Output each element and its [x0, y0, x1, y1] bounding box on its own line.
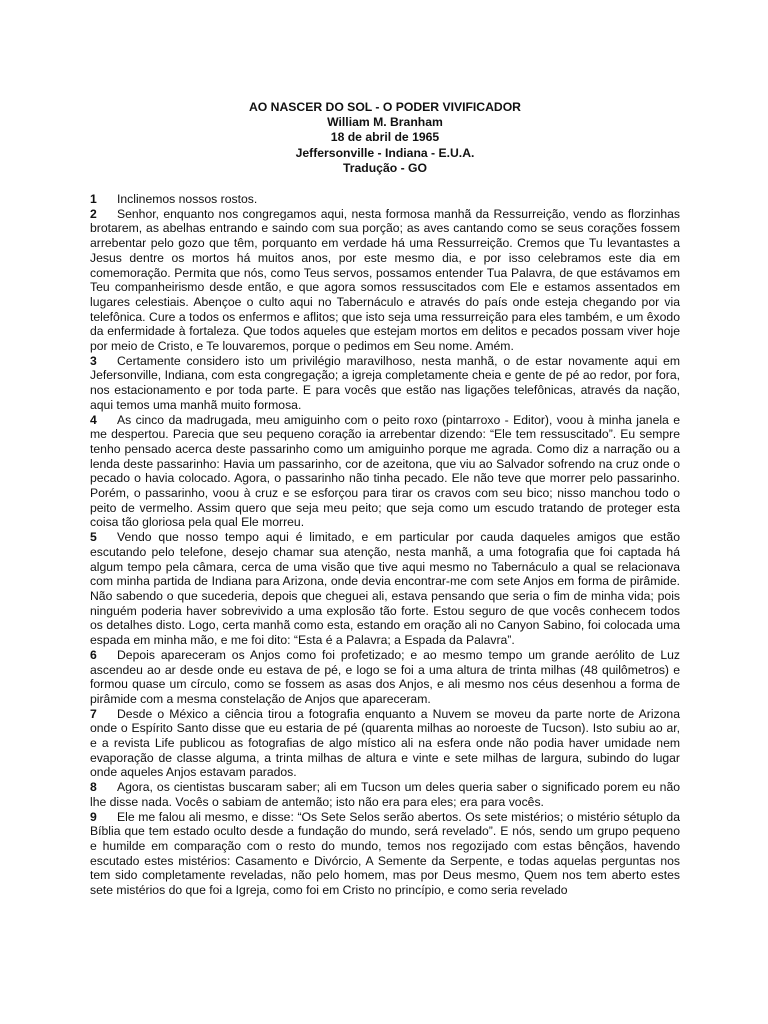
paragraph-text: As cinco da madrugada, meu amiguinho com o peito roxo (pintarroxo - Editor), voou à minha janela e me despertou. Parecia que seu pequeno coração ia arrebentar dizendo: “Ele tem ressuscitado”. Eu sempre tenho pensado acerca deste passarinho como um amiguinho porque me agrada. Como diz a narração ou a lenda deste passarinho: Havia um passarinho, cor de azeitona, que viu ao Salvador sofrendo na cruz onde o pecado o havia colocado. Agora, o passarinho não tinha pecado. Ele não teve que morrer pelo passarinho. Porém, o passarinho, voou à cruz e se esforçou para tirar os cravos com seu bico; nisso manchou todo o peito de vermelho. Assim quero que seja meu peito; que seja como um escudo tratando de proteger esta coisa tão gloriosa pela qual Ele morreu.: [90, 412, 680, 530]
document-body: [90, 192, 680, 898]
paragraph: [90, 530, 680, 648]
paragraph: [90, 192, 680, 207]
paragraph-text: Depois apareceram os Anjos como foi profetizado; e ao mesmo tempo um grande aerólito de Luz ascendeu ao ar desde onde eu estava de pé, e logo se foi a uma altura de trinta milhas (48 quilômetros) e formou quase um círculo, como se fossem as asas dos Anjos, e ali mesmo nos céus desenhou a forma de pirâmide com a mesma constelação de Anjos que apareceram.: [90, 647, 680, 706]
paragraph-text: Senhor, enquanto nos congregamos aqui, nesta formosa manhã da Ressurreição, vendo as florzinhas brotarem, as abelhas entrando e saindo com sua porção; as aves cantando como se seus corações fossem arrebentar pelo gozo que têm, porquanto em verdade há uma Ressurreição. Cremos que Tu levantastes a Jesus dentre os mortos há muitos anos, por este mesmo dia, e por isso celebramos este dia em comemoração. Permita que nós, como Teus servos, possamos entender Tua Palavra, de que estávamos em Teu companheirismo desde então, e que agora somos ressuscitados com Ele e estamos assentados em lugares celestiais. Abençoe o culto aqui no Tabernáculo e através do país onde esteja chegando por via telefônica. Cure a todos os enfermos e aflitos; que isto seja uma ressurreição para eles também, e um êxodo da enfermidade à fortaleza. Que todos aqueles que estejam mortos em delitos e pecados possam viver hoje por meio de Cristo, e Te louvaremos, porque o pedimos em Seu nome. Amém.: [90, 206, 680, 354]
paragraph: [90, 707, 680, 781]
paragraph-text: Agora, os cientistas buscaram saber; ali em Tucson um deles queria saber o significado porem eu não lhe disse nada. Vocês o sabiam de antemão; isto não era para eles; era para vocês.: [90, 780, 680, 809]
document-title: AO NASCER DO SOL - O PODER VIVIFICADOR: [249, 100, 521, 114]
paragraph-number: 5: [90, 530, 97, 545]
paragraph: [90, 780, 680, 809]
paragraph-text: Certamente considero isto um privilégio maravilhoso, nesta manhã, o de estar novamente aqui em Jefersonville, Indiana, com esta congregação; a igreja completamente cheia e gente de pé ao redor, por fora, nos estacionamento e por toda parte. E para vocês que estão nas ligações telefônicas, através da nação, aqui temos uma manhã muito formosa.: [90, 353, 680, 412]
paragraph: [90, 810, 680, 898]
paragraph-number: 4: [90, 412, 97, 427]
document-date: 18 de abril de 1965: [330, 130, 440, 145]
paragraph: [90, 413, 680, 531]
paragraph-number: 9: [90, 809, 97, 824]
paragraph-text: Ele me falou ali mesmo, e disse: “Os Sete Selos serão abertos. Os sete mistérios; o mistério sétuplo da Bíblia que tem estado oculto desde a fundação do mundo, será revelado”. E nós, sendo um grupo pequeno e humilde em comparação com o resto do mundo, temos nos regozijado com estas bênçãos, havendo escutado estes mistérios: Casamento e Divórcio, A Semente da Serpente, e todas aquelas perguntas nos tem sido completamente reveladas, não pelo homem, mas por Deus mesmo, Quem nos tem aberto estes sete mistérios do que foi a Igreja, como foi em Cristo no princípio, e como seria revelado: [90, 809, 680, 898]
paragraph-number: 6: [90, 647, 97, 662]
paragraph-text: Desde o México a ciência tirou a fotografia enquanto a Nuvem se moveu da parte norte de Arizona onde o Espírito Santo disse que eu estaria de pé (quarenta milhas ao noroeste de Tucson). Isto subiu ao ar, e a revista Life publicou as fotografias de algo místico ali na esfera onde não podia haver umidade nem evaporação de classe alguma, a trinta milhas de altura e vinte e sete milhas de largura, subindo do lugar onde aqueles Anjos estavam parados.: [90, 706, 680, 780]
paragraph: [90, 207, 680, 354]
paragraph-text: Vendo que nosso tempo aqui é limitado, e em particular por cauda daqueles amigos que estão escutando pelo telefone, desejo chamar sua atenção, nesta manhã, a uma fotografia que foi captada há algum tempo pela câmara, cerca de uma visão que tive aqui mesmo no Tabernáculo a qual se relacionava com minha partida de Indiana para Arizona, onde devia encontrar-me com sete Anjos em forma de pirâmide. Não sabendo o que sucederia, depois que cheguei ali, estava pensando que seria o fim de minha vida; pois ninguém poderia haver sobrevivido a uma explosão tão forte. Estou seguro de que vocês conhecem todos os detalhes disto. Logo, certa manhã como esta, estando em oração ali no Canyon Sabino, foi colocada uma espada em minha mão, e me foi dito: “Esta é a Palavra; a Espada da Palavra”.: [90, 530, 680, 648]
document-place: Jeffersonville - Indiana - E.U.A.: [295, 145, 475, 160]
paragraph-number: 1: [90, 192, 97, 207]
document-author: William M. Branham: [327, 115, 443, 130]
paragraph: [90, 648, 680, 707]
document-header: [90, 100, 680, 176]
document-translation: Tradução - GO: [343, 160, 427, 175]
paragraph-number: 2: [90, 206, 97, 221]
paragraph-number: 3: [90, 353, 97, 368]
paragraph-number: 7: [90, 706, 97, 721]
paragraph-text: Inclinemos nossos rostos.: [117, 192, 258, 207]
paragraph: [90, 354, 680, 413]
paragraph-number: 8: [90, 780, 97, 795]
